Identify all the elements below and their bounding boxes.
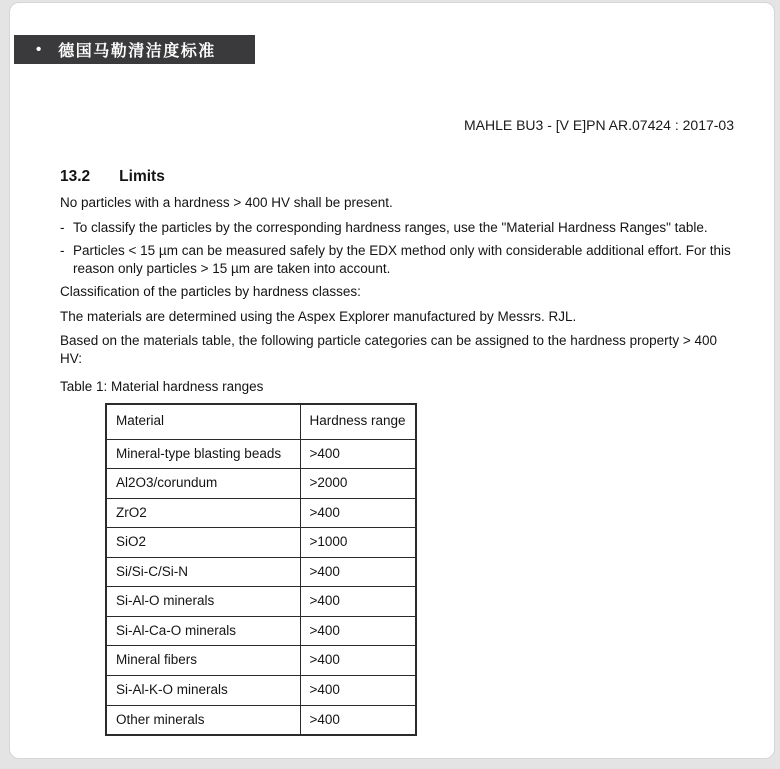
- table-row: [106, 439, 416, 469]
- bullet-item: [60, 242, 734, 277]
- paragraph-intro: No particles with a hardness > 400 HV shall be present.: [60, 195, 393, 211]
- table-cell: Al2O3/corundum: [106, 469, 300, 499]
- bullet-text: To classify the particles by the corresponding hardness ranges, use the "Material Hardness Ranges" table.: [73, 219, 708, 235]
- table-row: [106, 675, 416, 705]
- table-caption: Table 1: Material hardness ranges: [60, 378, 264, 394]
- table-row: [106, 469, 416, 499]
- document-reference-header: MAHLE BU3 - [V E]PN AR.07424 : 2017-03: [463, 117, 734, 133]
- table-cell: >400: [300, 557, 416, 587]
- table-cell: ZrO2: [106, 498, 300, 528]
- section-title: Limits: [119, 168, 165, 185]
- table-row: [106, 705, 416, 735]
- bullet-item: [60, 219, 734, 237]
- table-cell: >2000: [300, 469, 416, 499]
- table-cell: Si-Al-Ca-O minerals: [106, 616, 300, 646]
- paragraph: Classification of the particles by hardness classes:: [60, 284, 361, 300]
- table-row: [106, 557, 416, 587]
- table-cell: >400: [300, 705, 416, 735]
- table-cell: Si-Al-O minerals: [106, 587, 300, 617]
- table-row: [106, 587, 416, 617]
- table-cell: >400: [300, 587, 416, 617]
- table-row: [106, 498, 416, 528]
- table-cell: SiO2: [106, 528, 300, 558]
- document-body: [60, 167, 734, 736]
- section-number: 13.2: [60, 168, 91, 185]
- table-cell: Mineral-type blasting beads: [106, 439, 300, 469]
- paragraph: Based on the materials table, the following particle categories can be assigned to the hardness property > 400 HV:: [60, 333, 718, 366]
- table-cell: >400: [300, 616, 416, 646]
- hardness-table-body: [106, 439, 416, 735]
- document-page: [9, 2, 775, 759]
- banner-title: 德国马勒清洁度标准: [58, 43, 216, 60]
- table-row: [106, 528, 416, 558]
- table-header-row: [106, 404, 416, 439]
- table-cell: >1000: [300, 528, 416, 558]
- section-heading: [60, 167, 734, 187]
- table-cell: >400: [300, 646, 416, 676]
- paragraph: The materials are determined using the Aspex Explorer manufactured by Messrs. RJL.: [60, 308, 577, 324]
- table-cell: Si-Al-K-O minerals: [106, 675, 300, 705]
- table-row: [106, 616, 416, 646]
- bullet-text: Particles < 15 µm can be measured safely by the EDX method only with considerable additional effort. For this reason only particles > 15 µm are taken into account.: [73, 243, 731, 276]
- material-hardness-table: [105, 403, 417, 736]
- table-header-material: Material: [106, 404, 300, 439]
- bullet-dash: -: [60, 243, 65, 259]
- table-cell: Mineral fibers: [106, 646, 300, 676]
- table-cell: >400: [300, 675, 416, 705]
- table-cell: >400: [300, 439, 416, 469]
- table-cell: Other minerals: [106, 705, 300, 735]
- table-cell: >400: [300, 498, 416, 528]
- table-cell: Si/Si-C/Si-N: [106, 557, 300, 587]
- annotation-banner: [14, 35, 255, 64]
- bullet-dash: -: [60, 219, 65, 235]
- table-header-hardness-range: Hardness range: [300, 404, 416, 439]
- table-row: [106, 646, 416, 676]
- banner-bullet-icon: •: [36, 41, 42, 58]
